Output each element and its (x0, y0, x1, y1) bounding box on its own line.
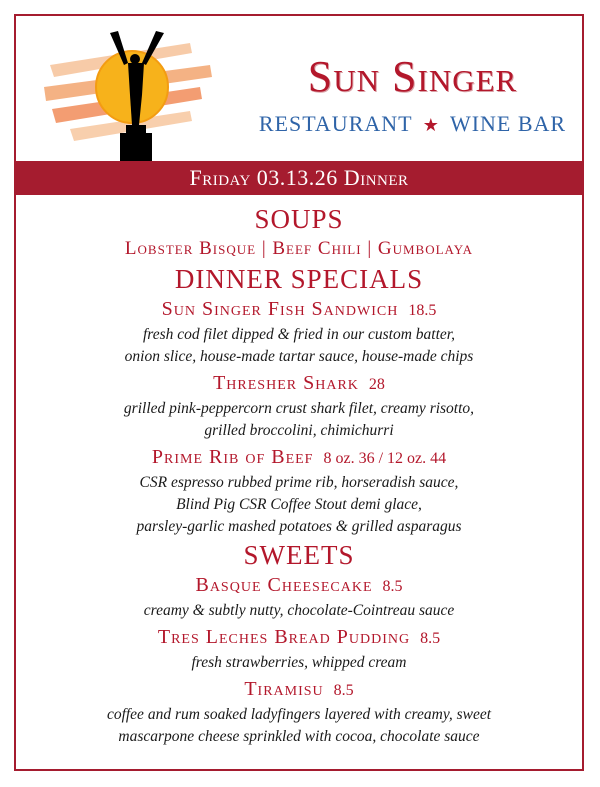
item-price: 8.5 (420, 630, 441, 647)
menu-item (16, 572, 582, 622)
item-price: 18.5 (408, 302, 437, 319)
item-description: onion slice, house-made tartar sauce, house-made chips (124, 348, 474, 365)
item-description: CSR espresso rubbed prime rib, horseradish sauce, (139, 474, 459, 491)
soups-list: Lobster Bisque | Beef Chili | Gumbolaya (124, 238, 474, 259)
restaurant-name: Sun Singer (307, 52, 518, 101)
item-price: 8.5 (382, 578, 403, 595)
item-name: Sun Singer Fish Sandwich 18.5 (161, 298, 437, 320)
item-price: 28 (368, 376, 385, 393)
menu-item (16, 370, 582, 442)
item-name: Tiramisu 8.5 (244, 678, 354, 700)
menu-item (16, 624, 582, 674)
tagline (240, 110, 585, 139)
item-description: fresh strawberries, whipped cream (191, 654, 407, 671)
item-description: fresh cod filet dipped & fried in our custom batter, (143, 326, 455, 343)
menu-content (16, 202, 582, 748)
menu-item (16, 444, 582, 538)
item-name: Prime Rib of Beef 8 oz. 36 / 12 oz. 44 (151, 446, 447, 468)
item-description: grilled broccolini, chimichurri (204, 422, 394, 439)
menu-item (16, 676, 582, 748)
sun-singer-logo-icon (40, 25, 240, 165)
sweets-heading: SWEETS (243, 540, 355, 570)
item-description: mascarpone cheese sprinkled with cocoa, chocolate sauce (118, 728, 480, 745)
menu-item (16, 296, 582, 368)
item-description: coffee and rum soaked ladyfingers layered with creamy, sweet (106, 706, 492, 723)
tagline-wine-bar: WINE BAR (449, 111, 567, 136)
item-name: Thresher Shark 28 (213, 372, 385, 394)
item-description: parsley-garlic mashed potatoes & grilled asparagus (136, 518, 462, 535)
dinner-specials-heading: DINNER SPECIALS (174, 264, 424, 294)
date-banner: Friday 03.13.26 Dinner (16, 161, 582, 195)
item-description: grilled pink-peppercorn crust shark filet, creamy risotto, (123, 400, 475, 417)
item-description: Blind Pig CSR Coffee Stout demi glace, (176, 496, 422, 513)
item-price: 8 oz. 36 / 12 oz. 44 (323, 450, 447, 467)
item-name: Tres Leches Bread Pudding 8.5 (157, 626, 441, 648)
item-name: Basque Cheesecake 8.5 (195, 574, 403, 596)
item-description: creamy & subtly nutty, chocolate-Cointreau sauce (143, 602, 455, 619)
soups-heading: SOUPS (254, 204, 344, 234)
star-icon: ★ (422, 115, 440, 135)
tagline-restaurant: RESTAURANT (258, 111, 413, 136)
item-price: 8.5 (333, 682, 354, 699)
